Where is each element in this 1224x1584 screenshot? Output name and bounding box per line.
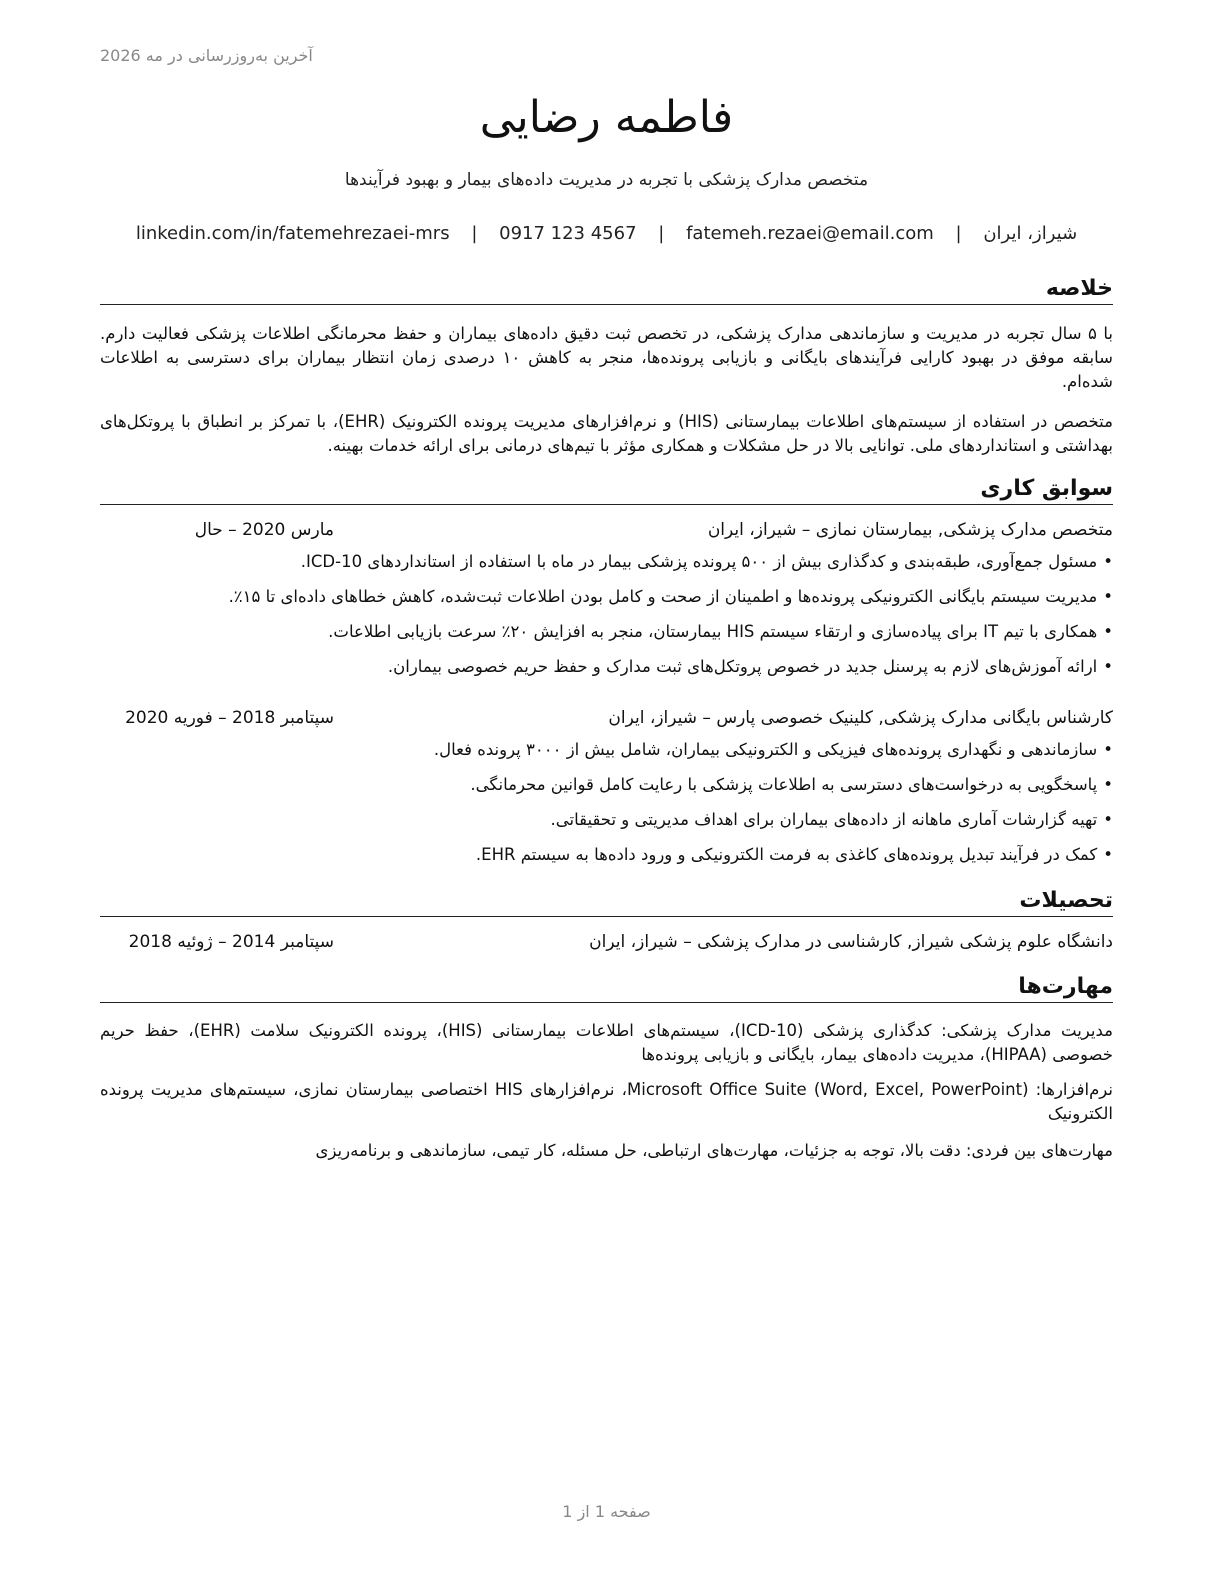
job-title: متخصص مدارک پزشکی, بیمارستان نمازی – شیراز، ایران	[707, 520, 1113, 540]
list-item: •ارائه آموزش‌های لازم به پرسنل جدید در خصوص پروتکل‌های ثبت مدارک و حفظ حریم خصوصی بیماران.	[387, 657, 1113, 676]
contact-separator: |	[471, 223, 478, 244]
job-title: کارشناس بایگانی مدارک پزشکی, کلینیک خصوصی پارس – شیراز، ایران	[608, 708, 1113, 728]
resume-page	[100, 0, 1113, 1584]
last-updated-text: آخرین به‌روزرسانی در مه 2026	[100, 46, 313, 65]
list-item: •پاسخگویی به درخواست‌های دسترسی به اطلاعات پزشکی با رعایت کامل قوانین محرمانگی.	[470, 775, 1113, 794]
contact-separator: |	[658, 223, 665, 244]
last-updated-note	[100, 46, 1113, 65]
summary-paragraph: متخصص در استفاده از سیستم‌های اطلاعات بیمارستانی (HIS) و نرم‌افزارهای مدیریت پرونده الکترونیک (EHR)، با تمرکز بر انطباق با پروتکل‌های بهداشتی و استانداردهای ملی. توانایی بالا در حل مشکلات و همکاری مؤثر با تیم‌های درمانی برای ارائه خدمات بهینه.	[100, 412, 1113, 455]
contact-email[interactable]: fatemeh.rezaei@email.com	[686, 223, 934, 244]
education-entry	[100, 932, 1113, 956]
contact-line	[100, 223, 1113, 244]
education-dates: سپتامبر 2014 – ژوئیه 2018	[128, 932, 334, 952]
education-degree: دانشگاه علوم پزشکی شیراز, کارشناسی در مدارک پزشکی – شیراز، ایران	[589, 932, 1113, 952]
summary-paragraph: با ۵ سال تجربه در مدیریت و سازماندهی مدارک پزشکی، در تخصص ثبت دقیق داده‌های بیماران و حفظ محرمانگی اطلاعات پزشکی فعالیت دارم. سابقه موفق در بهبود کارایی فرآیندهای بایگانی و بازیابی پرونده‌ها، منجر به کاهش ۱۰ درصدی زمان انتظار بیماران برای دسترسی به اطلاعات شده‌ام.	[100, 324, 1114, 391]
headline: متخصص مدارک پزشکی با تجربه در مدیریت داده‌های بیمار و بهبود فرآیندها	[344, 170, 869, 190]
job-dates: سپتامبر 2018 – فوریه 2020	[125, 708, 334, 728]
list-item: •کمک در فرآیند تبدیل پرونده‌های کاغذی به فرمت الکترونیکی و ورود داده‌ها به سیستم EHR.	[475, 845, 1113, 864]
skills-line: مهارت‌های بین فردی: دقت بالا، توجه به جزئیات، مهارت‌های ارتباطی، حل مسئله، کار تیمی، سازماندهی و برنامه‌ریزی	[315, 1141, 1113, 1160]
candidate-name: فاطمه رضایی	[479, 92, 734, 143]
contact-phone[interactable]: 0917 123 4567	[499, 223, 637, 244]
job-header	[100, 520, 1113, 544]
skills-line: مدیریت مدارک پزشکی: کدگذاری پزشکی (ICD-10)، سیستم‌های اطلاعات بیمارستانی (HIS)، پرونده الکترونیک سلامت (EHR)، حفظ حریم خصوصی (HIPAA)، مدیریت داده‌های بیمار، بایگانی و بازیابی پرونده‌ها	[100, 1021, 1113, 1064]
job-bullets	[100, 738, 1113, 878]
list-item: •مسئول جمع‌آوری، طبقه‌بندی و کدگذاری بیش از ۵۰۰ پرونده پزشکی بیمار در ماه با استفاده از استانداردهای ICD-10.	[300, 552, 1113, 571]
page-number: صفحه 1 از 1	[562, 1502, 651, 1521]
contact-location: شیراز، ایران	[983, 223, 1078, 244]
list-item: •تهیه گزارشات آماری ماهانه از داده‌های بیماران برای اهداف مدیریتی و تحقیقاتی.	[550, 810, 1113, 829]
section-title-summary: خلاصه	[100, 276, 1113, 305]
job-dates: مارس 2020 – حال	[194, 520, 334, 540]
section-title-skills: مهارت‌ها	[100, 974, 1113, 1003]
list-item: •همکاری با تیم IT برای پیاده‌سازی و ارتقاء سیستم HIS بیمارستان، منجر به افزایش ۲۰٪ سرعت بازیابی اطلاعات.	[328, 622, 1113, 641]
job-bullets	[100, 550, 1113, 690]
section-title-experience: سوابق کاری	[100, 476, 1113, 505]
job-header	[100, 708, 1113, 732]
list-item: •سازماندهی و نگهداری پرونده‌های فیزیکی و الکترونیکی بیماران، شامل بیش از ۳۰۰۰ پرونده فعال.	[433, 740, 1113, 759]
list-item: •مدیریت سیستم بایگانی الکترونیکی پرونده‌ها و اطمینان از صحت و کامل بودن اطلاعات ثبت‌شده، کاهش خطاهای داده‌ای تا ۱۵٪.	[228, 587, 1113, 606]
skills-line: نرم‌افزارها: Microsoft Office Suite (Word, Excel, PowerPoint)، نرم‌افزارهای HIS اختصاصی بیمارستان نمازی، سیستم‌های مدیریت پرونده الکترونیک	[100, 1080, 1114, 1123]
section-title-education: تحصیلات	[100, 888, 1113, 917]
contact-separator: |	[955, 223, 962, 244]
contact-linkedin[interactable]: linkedin.com/in/fatemehrezaei-mrs	[135, 223, 450, 244]
